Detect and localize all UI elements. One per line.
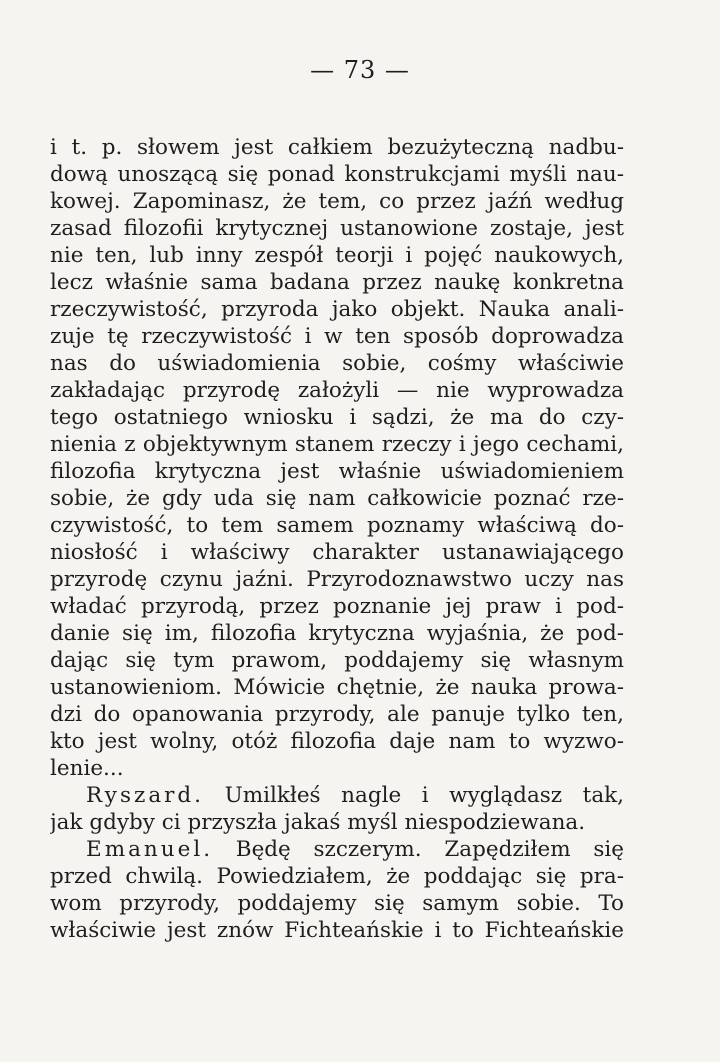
text-line: przed chwilą. Powiedziałem, że poddając się pra- — [50, 864, 624, 889]
text-line: nas do uświadomienia sobie, cośmy właściwie — [50, 351, 624, 376]
text-line: zuje tę rzeczywistość i w ten sposób doprowadza — [50, 324, 624, 349]
text-line: sobie, że gdy uda się nam całkowicie poznać rze- — [50, 486, 624, 511]
text-line: danie się im, filozofia krytyczna wyjaśnia, że pod- — [50, 621, 624, 646]
text-line: niosłość i właściwy charakter ustanawiającego — [50, 540, 624, 565]
text-line: dzi do opanowania przyrody, ale panuje tylko ten, — [50, 702, 624, 727]
text-line: kto jest wolny, otóż filozofia daje nam to wyzwo- — [50, 729, 624, 754]
text-line: lecz właśnie sama badana przez naukę konkretna — [50, 270, 624, 295]
speaker-name: Emanuel. — [86, 837, 214, 862]
text-line: nie ten, lub inny zespół teorji i pojęć naukowych, — [50, 243, 624, 268]
text-line: ustanowieniom. Mówicie chętnie, że nauka prowa- — [50, 675, 624, 700]
dialogue-line — [50, 836, 624, 863]
text-line: zasad filozofii krytycznej ustanowione zostaje, jest — [50, 216, 624, 241]
text-line: zakładając przyrodę założyli — nie wyprowadza — [50, 378, 624, 403]
text-line: władać przyrodą, przez poznanie jej praw i pod- — [50, 594, 624, 619]
text-line: lenie... — [50, 756, 124, 781]
text-line: i t. p. słowem jest całkiem bezużyteczną nadbu- — [50, 135, 624, 160]
text-line: wom przyrody, poddajemy się samym sobie. To — [50, 891, 624, 916]
text-line: dając się tym prawom, poddajemy się własnym — [50, 648, 624, 673]
dialogue-text: Będę szczerym. Zapędziłem się — [213, 837, 624, 862]
dialogue-line — [50, 782, 624, 809]
text-line: przyrodę czynu jaźni. Przyrodoznawstwo uczy nas — [50, 567, 624, 592]
text-line: czywistość, to tem samem poznamy właściwą do- — [50, 513, 624, 538]
dialogue-text: Umilkłeś nagle i wyglądasz tak, — [204, 783, 624, 808]
page-number: — 73 — — [310, 56, 410, 84]
text-line: rzeczywistość, przyroda jako objekt. Nauka anali- — [50, 297, 624, 322]
text-line: dową unoszącą się ponad konstrukcjami myśli nau- — [50, 162, 624, 187]
text-line: jak gdyby ci przyszła jakaś myśl niespodziewana. — [50, 810, 586, 835]
text-line: tego ostatniego wniosku i sądzi, że ma do czy- — [50, 405, 624, 430]
text-body — [50, 134, 624, 944]
text-line: filozofia krytyczna jest właśnie uświadomieniem — [50, 459, 624, 484]
speaker-name: Ryszard. — [86, 783, 205, 808]
text-line: kowej. Zapominasz, że tem, co przez jaźń według — [50, 189, 624, 214]
text-line: właściwie jest znów Fichteańskie i to Fichteańskie — [50, 918, 624, 943]
text-line: nienia z objektywnym stanem rzeczy i jego cechami, — [50, 432, 624, 457]
